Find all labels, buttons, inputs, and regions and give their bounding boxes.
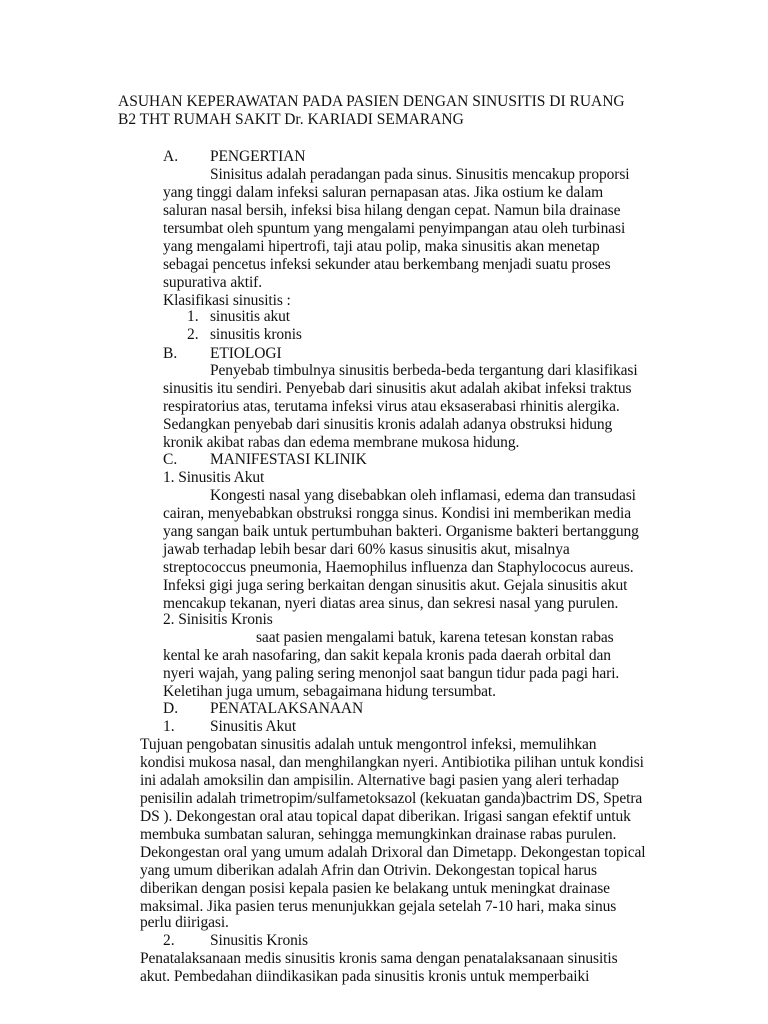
section-d-sub2-number: 2. [163, 932, 175, 949]
section-b-marker: B. [163, 345, 178, 362]
section-d-sub1-line: ini adalah amoksilin dan ampisilin. Alternative bagi pasien yang aleri terhadap [140, 772, 619, 789]
section-a-paragraph-line: sebagai pencetus infeksi sekunder atau berkembang menjadi suatu proses [163, 256, 611, 273]
section-a-paragraph-line: supurativa aktif. [163, 274, 263, 291]
section-b-paragraph-line: kronik akibat rabas dan edema membrane mukosa hidung. [163, 434, 520, 451]
section-a-paragraph-line: Sinisitus adalah peradangan pada sinus. Sinusitis mencakup proporsi [210, 166, 630, 183]
section-d-heading: PENATALAKSANAAN [210, 700, 364, 717]
section-d-sub1-heading: Sinusitis Akut [210, 718, 297, 735]
section-b-paragraph-line: Penyebab timbulnya sinusitis berbeda-beda tergantung dari klasifikasi [210, 362, 638, 379]
section-d-sub1-line: Dekongestan oral yang umum adalah Drixoral dan Dimetapp. Dekongestan topical [140, 844, 646, 861]
section-c-sub2-line: kental ke arah nasofaring, dan sakit kepala kronis pada daerah orbital dan [163, 647, 611, 664]
section-c-sub1-line: cairan, menyebabkan obstruksi rongga sinus. Kondisi ini memberikan media [163, 505, 632, 522]
document-title-line-1: ASUHAN KEPERAWATAN PADA PASIEN DENGAN SINUSITIS DI RUANG [118, 93, 625, 110]
document-title-line-2: B2 THT RUMAH SAKIT Dr. KARIADI SEMARANG [118, 111, 464, 128]
classification-item-text: sinusitis akut [210, 308, 290, 325]
section-b-paragraph-line: respiratorius atas, terutama infeksi virus atau eksaserabasi rhinitis alergika. [163, 398, 620, 415]
section-a-marker: A. [163, 148, 179, 165]
section-c-marker: C. [163, 451, 178, 468]
section-b-paragraph-line: sinusitis itu sendiri. Penyebab dari sinusitis akut adalah akibat infeksi traktus [163, 380, 632, 397]
section-d-sub1-line: diberikan dengan posisi kepala pasien ke belakang untuk meningkat drainase [140, 880, 610, 897]
section-a-paragraph-line: yang mengalami hipertrofi, taji atau polip, maka sinusitis akan menetap [163, 238, 600, 255]
section-d-sub1-number: 1. [163, 718, 175, 735]
section-c-sub1-line: Infeksi gigi juga sering berkaitan dengan sinusitis akut. Gejala sinusitis akut [163, 577, 628, 594]
section-c-heading: MANIFESTASI KLINIK [210, 451, 367, 468]
section-d-sub1-line: penisilin adalah trimetropim/sulfametoksazol (kekuatan ganda)bactrim DS, Spetra [140, 790, 643, 807]
section-d-sub2-heading: Sinusitis Kronis [210, 932, 308, 949]
classification-label: Klasifikasi sinusitis : [163, 292, 291, 309]
section-d-sub1-line: membuka sumbatan saluran, sehingga memungkinkan drainase rabas purulen. [140, 826, 617, 843]
section-c-sub1-line: streptococcus pneumonia, Haemophilus influenza dan Staphylococus aureus. [163, 559, 634, 576]
section-a-paragraph-line: saluran nasal bersih, infeksi bisa hilang dengan cepat. Namun bila drainase [163, 202, 621, 219]
section-a-paragraph-line: yang tinggi dalam infeksi saluran pernapasan atas. Jika ostium ke dalam [163, 184, 604, 201]
section-d-sub1-line: DS ). Dekongestan oral atau topical dapat diberikan. Irigasi sangan efektif untuk [140, 808, 631, 825]
section-c-sub1-line: jawab terhadap lebih besar dari 60% kasus sinusitis akut, misalnya [163, 541, 570, 558]
section-c-sub1-line: Kongesti nasal yang disebabkan oleh inflamasi, edema dan transudasi [210, 487, 636, 504]
section-d-sub1-line: maksimal. Jika pasien terus menunjukkan gejala setelah 7-10 hari, maka sinus [140, 898, 617, 915]
section-b-heading: ETIOLOGI [210, 345, 282, 362]
section-d-sub1-line: Tujuan pengobatan sinusitis adalah untuk mengontrol infeksi, memulihkan [140, 736, 597, 753]
section-d-sub2-line: akut. Pembedahan diindikasikan pada sinusitis kronis untuk memperbaiki [140, 968, 590, 985]
section-b-paragraph-line: Sedangkan penyebab dari sinusitis kronis adalah adanya obstruksi hidung [163, 416, 613, 433]
classification-item-text: sinusitis kronis [210, 326, 302, 343]
section-d-marker: D. [163, 700, 179, 717]
section-d-sub2-line: Penatalaksanaan medis sinusitis kronis sama dengan penatalaksanaan sinusitis [140, 950, 618, 967]
section-c-sub2-heading: 2. Sinisitis Kronis [163, 611, 273, 628]
section-d-sub1-line: kondisi mukosa nasal, dan menghilangkan nyeri. Antibiotika pilihan untuk kondisi [140, 754, 644, 771]
section-a-paragraph-line: tersumbat oleh spuntum yang mengalami penyimpangan atau oleh turbinasi [163, 220, 626, 237]
section-c-sub1-line: yang sangan baik untuk pertumbuhan bakteri. Organisme bakteri bertanggung [163, 523, 639, 540]
section-c-sub1-line: mencakup tekanan, nyeri diatas area sinus, dan sekresi nasal yang purulen. [163, 595, 619, 612]
section-d-sub1-line: yang umum diberikan adalah Afrin dan Otrivin. Dekongestan topical harus [140, 862, 597, 879]
section-a-heading: PENGERTIAN [210, 148, 306, 165]
section-d-sub1-line: perlu diirigasi. [140, 914, 229, 931]
section-c-sub2-line: nyeri wajah, yang paling sering menonjol saat bangun tidur pada pagi hari. [163, 665, 620, 682]
section-c-sub2-line: Keletihan juga umum, sebagaimana hidung tersumbat. [163, 683, 496, 700]
section-c-sub2-line: saat pasien mengalami batuk, karena tetesan konstan rabas [256, 629, 614, 646]
classification-item-number: 2. [187, 326, 199, 343]
section-c-sub1-heading: 1. Sinusitis Akut [163, 469, 265, 486]
classification-item-number: 1. [187, 308, 199, 325]
